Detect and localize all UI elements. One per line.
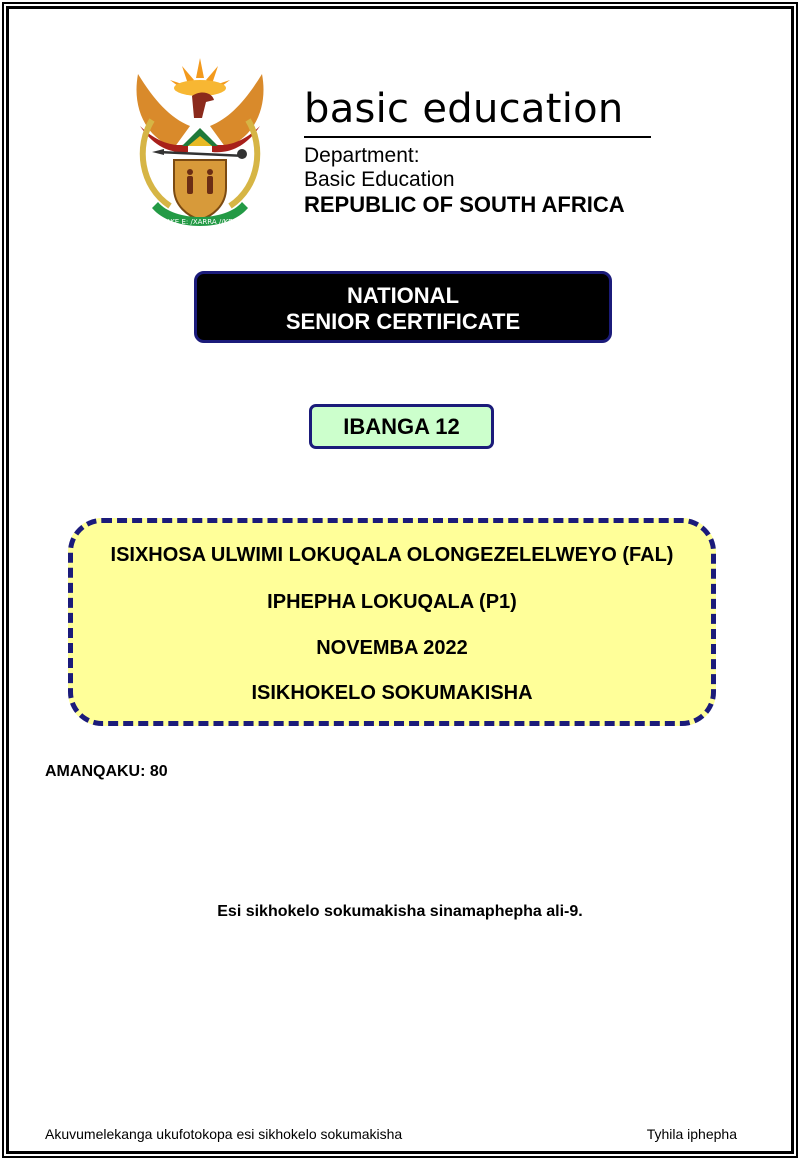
document-type: ISIKHOKELO SOKUMAKISHA <box>251 682 533 704</box>
page-count-note: Esi sikhokelo sokumakisha sinamaphepha ali-9. <box>217 903 583 920</box>
subject-panel <box>68 518 716 726</box>
footer-copyright-note: Akuvumelekanga ukufotokopa esi sikhokelo sokumakisha <box>45 1126 403 1142</box>
footer-turn-page: Tyhila iphepha <box>646 1126 737 1142</box>
brand-divider <box>304 136 651 138</box>
certificate-line-1: NATIONAL <box>346 283 460 308</box>
country-name: REPUBLIC OF SOUTH AFRICA <box>304 192 625 217</box>
brand-title: basic education <box>304 86 624 132</box>
total-marks: AMANQAKU: 80 <box>45 763 168 780</box>
grade-badge: IBANGA 12 <box>309 404 494 449</box>
subject-title: ISIXHOSA ULWIMI LOKUQALA OLONGEZELELWEYO (FAL) <box>110 544 674 566</box>
exam-date: NOVEMBA 2022 <box>316 637 468 659</box>
certificate-line-2: SENIOR CERTIFICATE <box>285 309 521 334</box>
certificate-banner <box>194 271 612 343</box>
svg-text:!KE E: /XARRA //KE: !KE E: /XARRA //KE <box>167 218 233 226</box>
department-label: Department: <box>304 144 420 167</box>
paper-number: IPHEPHA LOKUQALA (P1) <box>267 591 517 613</box>
department-name: Basic Education <box>304 168 455 191</box>
coat-of-arms-icon <box>130 56 270 236</box>
department-branding <box>304 86 654 218</box>
